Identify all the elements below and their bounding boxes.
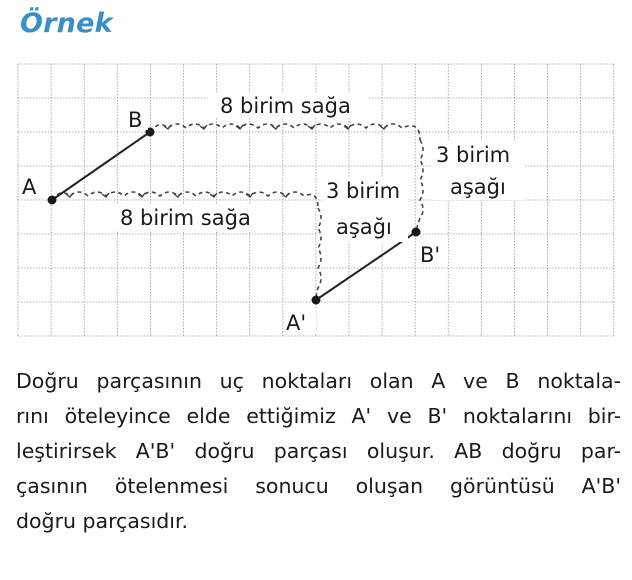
bottom-move-label: 8 birim sağa — [120, 206, 251, 230]
point-B-prime — [412, 228, 421, 237]
paragraph-line: doğru parçasıdır. — [16, 509, 189, 533]
explanation-paragraph — [16, 364, 621, 539]
top-move-label: 8 birim sağa — [220, 94, 351, 118]
mid-move-label-1: 3 birim — [326, 179, 401, 203]
right-move-label-2: aşağı — [450, 175, 506, 199]
right-move-label-1: 3 birim — [436, 143, 511, 167]
label-B-prime: B' — [420, 243, 441, 267]
label-A-prime: A' — [286, 311, 307, 335]
paragraph-line: leştirirsek A'B' doğru parçası oluşur. AB doğru par- — [16, 439, 621, 463]
mid-move-label-2: aşağı — [336, 215, 392, 239]
paragraph-line: Doğru parçasının uç noktaları olan A ve B noktala- — [16, 369, 621, 393]
paragraph-line: rını öteleyince elde ettiğimiz A' ve B' noktalarını bir- — [16, 404, 621, 428]
paragraph-line: çasının ötelenmesi sonucu oluşan görüntüsü A'B' — [16, 474, 621, 498]
point-A — [48, 196, 57, 205]
point-A-prime — [312, 296, 321, 305]
example-heading: Örnek — [20, 8, 113, 39]
segment-A-prime-B-prime — [316, 232, 416, 300]
bottom-down-arrow — [316, 208, 321, 300]
top-down-arrow — [416, 140, 423, 232]
label-B: B — [128, 108, 143, 132]
label-A: A — [22, 175, 37, 199]
